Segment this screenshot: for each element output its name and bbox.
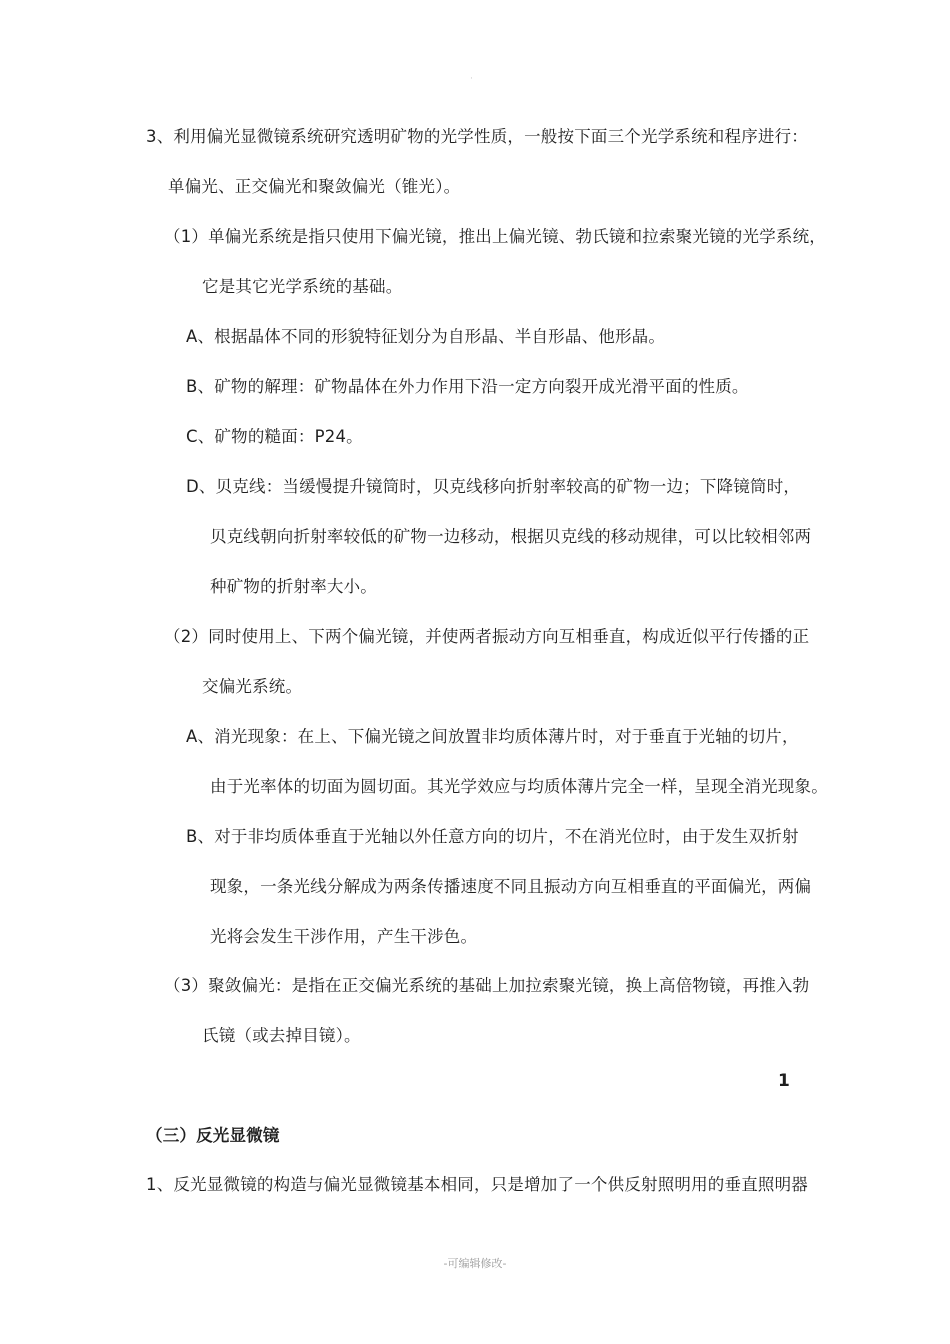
item-1-line-1: （1）单偏光系统是指只使用下偏光镜，推出上偏光镜、勃氏镜和拉索聚光镜的光学系统， [164,227,826,246]
item-2-a-line-1: A、消光现象：在上、下偏光镜之间放置非均质体薄片时，对于垂直于光轴的切片， [186,727,799,746]
item-1-a: A、根据晶体不同的形貌特征划分为自形晶、半自形晶、他形晶。 [186,327,666,346]
item-1-c: C、矿物的糙面：P24。 [186,427,363,446]
paragraph-3-line-1: 3、利用偏光显微镜系统研究透明矿物的光学性质，一般按下面三个光学系统和程序进行： [146,127,808,146]
paragraph-3-line-2: 单偏光、正交偏光和聚敛偏光（锥光）。 [168,177,461,196]
item-1-b: B、矿物的解理：矿物晶体在外力作用下沿一定方向裂开成光滑平面的性质。 [186,377,749,396]
item-1-d-line-1: D、贝克线：当缓慢提升镜筒时，贝克线移向折射率较高的矿物一边；下降镜筒时， [186,477,801,496]
item-3-line-2: 氏镜（或去掉目镜）。 [202,1026,361,1045]
item-2-b-line-1: B、对于非均质体垂直于光轴以外任意方向的切片，不在消光位时，由于发生双折射 [186,827,799,846]
item-3-line-1: （3）聚敛偏光：是指在正交偏光系统的基础上加拉索聚光镜，换上高倍物镜，再推入勃 [164,976,810,995]
item-1-line-2: 它是其它光学系统的基础。 [202,277,403,296]
item-1-d-line-2: 贝克线朝向折射率较低的矿物一边移动，根据贝克线的移动规律，可以比较相邻两 [210,527,812,546]
page-number: 1 [778,1071,790,1091]
section-paragraph-1: 1、反光显微镜的构造与偏光显微镜基本相同，只是增加了一个供反射照明用的垂直照明器 [146,1175,808,1194]
section-heading: （三）反光显微镜 [146,1126,280,1145]
item-2-line-2: 交偏光系统。 [202,677,303,696]
item-2-b-line-2: 现象，一条光线分解成为两条传播速度不同且振动方向互相垂直的平面偏光，两偏 [210,877,812,896]
item-2-b-line-3: 光将会发生干涉作用，产生干涉色。 [210,927,478,946]
footer-note: -可编辑修改- [443,1257,507,1270]
item-2-line-1: （2）同时使用上、下两个偏光镜，并使两者振动方向互相垂直，构成近似平行传播的正 [164,627,810,646]
item-2-a-line-2: 由于光率体的切面为圆切面。其光学效应与均质体薄片完全一样，呈现全消光现象。 [210,777,828,796]
top-mark: · [470,74,473,84]
item-1-d-line-3: 种矿物的折射率大小。 [210,577,377,596]
